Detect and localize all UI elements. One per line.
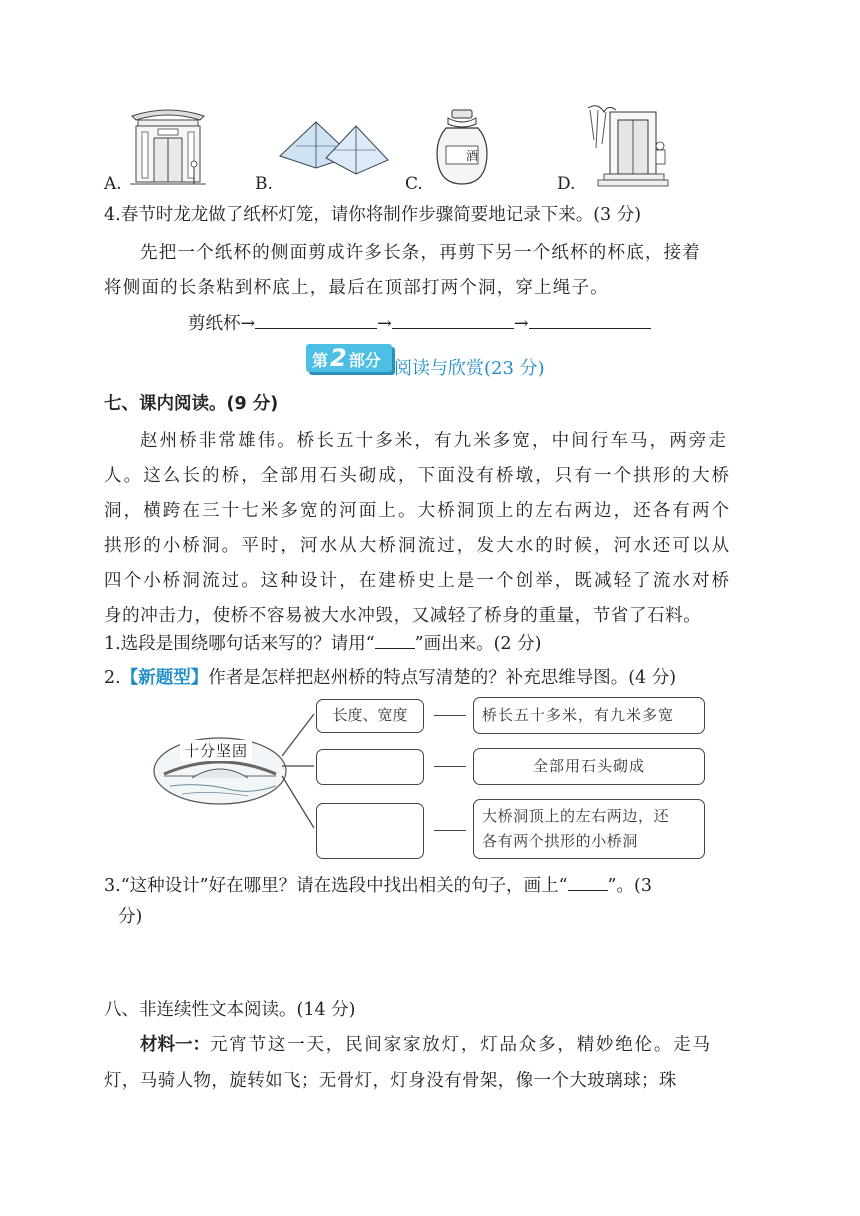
center-topic-text: 十分坚固 xyxy=(184,742,249,760)
door-plants-icon xyxy=(584,100,670,188)
passage-line-6: 身的冲击力，使桥不容易被大水冲毁，又减轻了桥身的重量，节省了石料。 xyxy=(104,606,702,626)
passage-line-2: 人。这么长的桥，全部用石头砌成，下面没有桥墩，只有一个拱形的大桥 xyxy=(104,466,732,486)
option-c-label: C. xyxy=(405,174,423,194)
new-question-type-tag: 【新题型】 xyxy=(120,668,209,688)
material-1-label: 材料一： xyxy=(140,1035,210,1055)
step-arrow-2: → xyxy=(513,314,529,334)
question-7-3 xyxy=(104,872,652,900)
wine-jar-label: 酒 xyxy=(466,149,479,163)
ancestral-hall-icon xyxy=(128,102,208,188)
question-7-2 xyxy=(104,664,676,692)
right-box-1-text: 桥长五十多米，有九米多宽 xyxy=(482,706,675,724)
step-start: 剪纸杯→ xyxy=(188,314,256,334)
mindmap-left-box-3[interactable] xyxy=(316,803,424,859)
right-box-3-line-2: 各有两个拱形的小桥洞 xyxy=(482,832,639,850)
badge-suffix: 部分 xyxy=(348,351,381,370)
q7-2-number: 2. xyxy=(104,668,121,688)
option-b-label: B. xyxy=(255,174,273,194)
section-badge xyxy=(306,344,392,372)
q7-3-text-before: 3.“这种设计”好在哪里？请在选段中找出相关的句子，画上“ xyxy=(104,876,568,896)
q4-text-line-1: 先把一个纸杯的侧面剪成许多长条，再剪下另一个纸杯的杯底，接着 xyxy=(140,243,701,263)
zongzi-icon xyxy=(276,116,392,178)
center-topic-label xyxy=(180,740,252,761)
right-box-3-line-1: 大桥洞顶上的左右两边，还 xyxy=(482,807,670,825)
material-1-line-1 xyxy=(140,1028,712,1063)
step-sequence xyxy=(188,308,651,338)
q7-3-underline-sample xyxy=(568,872,608,891)
mindmap-left-box-2[interactable] xyxy=(316,749,424,785)
section-2-title: 阅读与欣赏(23 分) xyxy=(394,358,545,379)
wine-jar-icon xyxy=(432,106,492,188)
step-blank-3[interactable] xyxy=(529,308,651,329)
mindmap-right-box-3 xyxy=(473,799,705,859)
step-blank-2[interactable] xyxy=(392,308,514,329)
part-7-heading: 七、课内阅读。(9 分) xyxy=(104,394,279,414)
q7-3-text-after: ”。(3 xyxy=(607,876,652,896)
passage-line-4: 拱形的小桥洞。平时，河水从大桥洞流过，发大水的时候，河水还可以从 xyxy=(104,536,732,556)
part-8-heading: 八、非连续性文本阅读。(14 分) xyxy=(104,1000,356,1020)
material-1-text: 元宵节这一天，民间家家放灯，灯品众多，精妙绝伦。走马 xyxy=(210,1035,712,1055)
question-7-3-line-2: 分) xyxy=(118,907,143,927)
step-blank-1[interactable] xyxy=(255,308,377,329)
question-7-1 xyxy=(104,630,541,658)
right-box-2-text: 全部用石头砌成 xyxy=(532,757,645,775)
passage-line-3: 洞，横跨在三十七米多宽的河面上。大桥洞顶上的左右两边，还各有两个 xyxy=(104,501,732,521)
passage-line-1: 赵州桥非常雄伟。桥长五十多米，有九米多宽，中间行车马，两旁走 xyxy=(140,431,728,451)
q7-1-underline-sample xyxy=(375,630,415,649)
connector-3 xyxy=(434,830,466,831)
q7-1-text-after: ”画出来。(2 分) xyxy=(414,634,542,654)
q4-text-line-2: 将侧面的长条粘到杯底上，最后在顶部打两个洞，穿上绳子。 xyxy=(104,278,609,298)
badge-number: 2 xyxy=(330,344,347,372)
mindmap-right-box-2 xyxy=(473,748,705,785)
mindmap-connectors xyxy=(280,700,320,834)
q7-1-text-before: 1.选段是围绕哪句话来写的？请用“ xyxy=(104,634,375,654)
material-1-line-2: 灯，马骑人物，旋转如飞；无骨灯，灯身没有骨架，像一个大玻璃球；珠 xyxy=(104,1071,677,1091)
option-a-label: A. xyxy=(104,174,122,194)
left-box-1-text: 长度、宽度 xyxy=(332,706,408,724)
step-arrow-1: → xyxy=(377,314,392,334)
mindmap-left-box-1 xyxy=(316,699,424,733)
question-4: 4.春节时龙龙做了纸杯灯笼，请你将制作步骤简要地记录下来。(3 分) xyxy=(104,205,642,225)
passage-line-5: 四个小桥洞流过。这种设计，在建桥史上是一个创举，既减轻了流水对桥 xyxy=(104,571,732,591)
connector-2 xyxy=(434,766,466,767)
option-d-label: D. xyxy=(557,174,576,194)
q7-2-text: 作者是怎样把赵州桥的特点写清楚的？补充思维导图。(4 分) xyxy=(208,668,677,688)
mindmap-right-box-1 xyxy=(473,697,705,734)
connector-1 xyxy=(434,715,466,716)
badge-prefix: 第 xyxy=(312,351,329,370)
